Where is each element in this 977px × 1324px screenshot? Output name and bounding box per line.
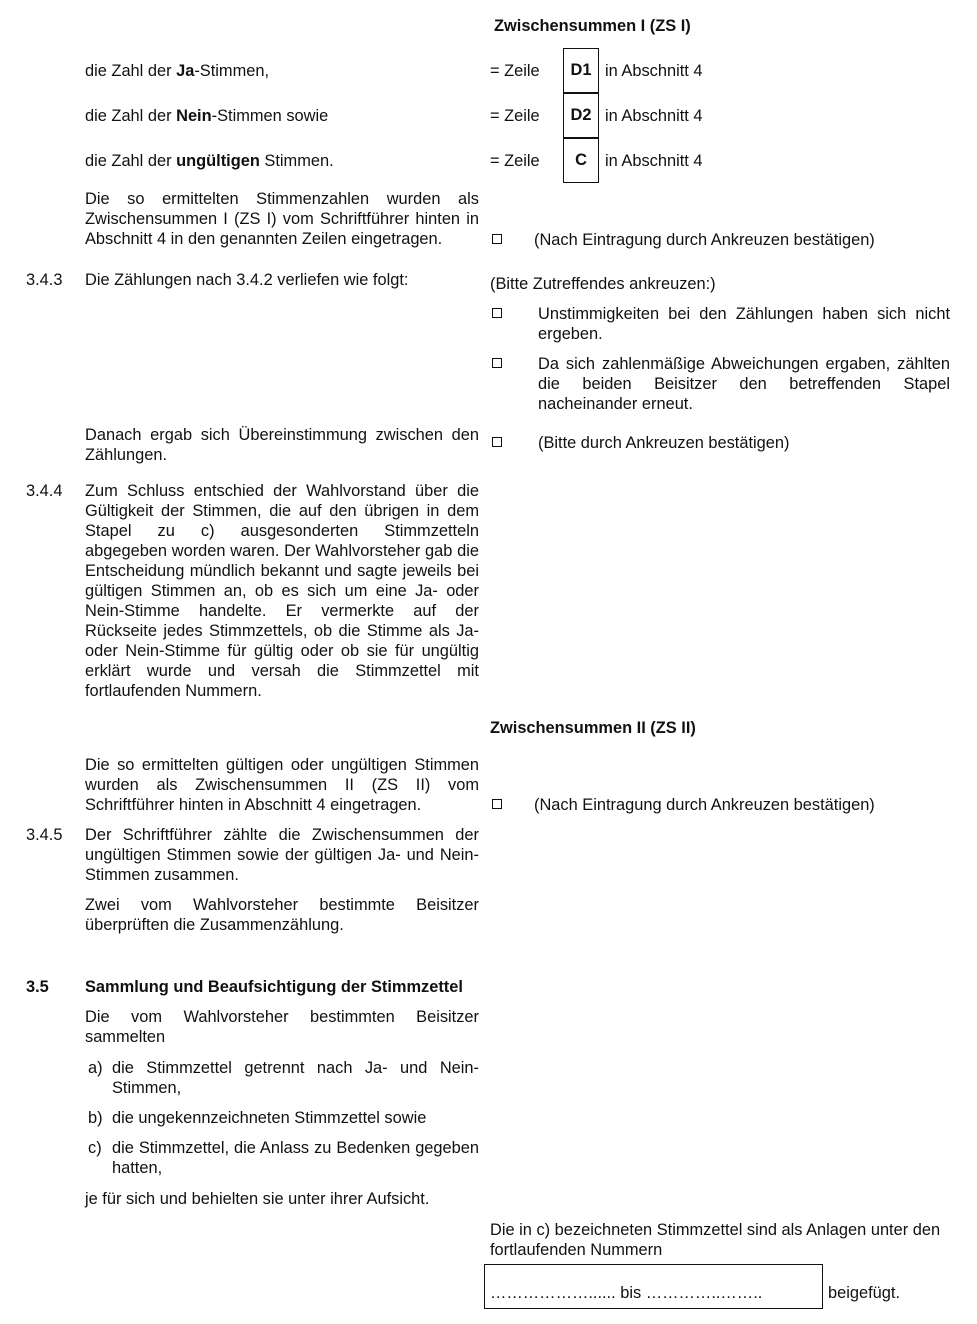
zs2-confirm-label: (Nach Eintragung durch Ankreuzen bestätigen)	[534, 796, 875, 814]
zs1-eq-ungueltig: = Zeile	[490, 152, 540, 170]
zs2-note: Die so ermittelten gültigen oder ungültigen Stimmen wurden als Zwischensummen II (ZS II) vom Schriftführer hinten in Abschnitt 4 eingetragen.	[85, 756, 479, 814]
annex-range-field[interactable]	[490, 1283, 762, 1303]
zs1-row-ja: die Zahl der Ja-Stimmen,	[85, 62, 270, 80]
s343-after-text: Danach ergab sich Übereinstimmung zwischen den Zählungen.	[85, 426, 479, 464]
s35-item-c-text: die Stimmzettel, die Anlass zu Bedenken gegeben hatten,	[112, 1139, 479, 1177]
section-number-3-4-4: 3.4.4	[26, 482, 63, 500]
s35-item-b-label: b)	[88, 1109, 103, 1127]
section-3-4-3-text: Die Zählungen nach 3.4.2 verliefen wie folgt:	[85, 271, 409, 289]
zs1-note: Die so ermittelten Stimmenzahlen wurden als Zwischensummen I (ZS I) vom Schriftführer hinten in Abschnitt 4 in den genannten Zeilen eingetragen.	[85, 190, 479, 248]
s343-after-confirm-label: (Bitte durch Ankreuzen bestätigen)	[538, 434, 790, 452]
zs1-eq-ja: = Zeile	[490, 62, 540, 80]
section-number-3-4-5: 3.4.5	[26, 826, 63, 844]
annex-range-bis: bis	[620, 1284, 642, 1302]
zs1-suffix-nein: in Abschnitt 4	[605, 107, 703, 125]
s35-item-c-label: c)	[88, 1139, 102, 1157]
ref-box-d2: D2	[563, 93, 599, 138]
zs2-confirm-checkbox[interactable]	[492, 799, 502, 809]
ref-box-d1: D1	[563, 48, 599, 93]
annex-suffix: beigefügt.	[828, 1284, 900, 1302]
zs1-suffix-ungueltig: in Abschnitt 4	[605, 152, 703, 170]
s35-item-a-text: die Stimmzettel getrennt nach Ja- und Nein-Stimmen,	[112, 1059, 479, 1097]
s343-after-checkbox[interactable]	[492, 437, 502, 447]
section-3-4-5-text: Der Schriftführer zählte die Zwischensummen der ungültigen Stimmen sowie der gültigen Ja- und Nein-Stimmen zusammen.	[85, 826, 479, 884]
ref-box-c: C	[563, 138, 599, 183]
annex-range-to[interactable]: …………..……..	[645, 1284, 763, 1302]
s35-item-b-text: die ungekennzeichneten Stimmzettel sowie	[112, 1109, 427, 1127]
zs1-eq-nein: = Zeile	[490, 107, 540, 125]
section-number-3-4-3: 3.4.3	[26, 271, 63, 289]
zs1-row-ungueltig: die Zahl der ungültigen Stimmen.	[85, 152, 334, 170]
s35-outro: je für sich und behielten sie unter ihrer Aufsicht.	[85, 1190, 430, 1208]
section-3-4-4-text: Zum Schluss entschied der Wahlvorstand über die Gültigkeit der Stimmen, die auf den übrigen in dem Stapel zu c) ausgesonderten Stimmzetteln abgegeben worden waren. Der Wahlvorsteher gab die Entscheidung mündlich bekannt und sagte jeweils bei gültigen Stimmen an, ob es sich um eine Ja- oder Nein-Stimme handelte. Er vermerkte auf der Rückseite jedes Stimmzettels, ob die Stimme als Ja- oder Nein-Stimme für gültig oder ob sie für ungültig erklärt wurde und versah die Stimmzettel mit fortlaufenden Nummern.	[85, 482, 479, 700]
s343-hint: (Bitte Zutreffendes ankreuzen:)	[490, 275, 716, 293]
section-3-4-5-text2: Zwei vom Wahlvorsteher bestimmte Beisitzer überprüften die Zusammenzählung.	[85, 896, 479, 934]
zs1-confirm-checkbox[interactable]	[492, 234, 502, 244]
zs1-confirm-label: (Nach Eintragung durch Ankreuzen bestätigen)	[534, 231, 875, 249]
zs1-row-nein: die Zahl der Nein-Stimmen sowie	[85, 107, 329, 125]
s35-item-a-label: a)	[88, 1059, 103, 1077]
s35-intro: Die vom Wahlvorsteher bestimmten Beisitzer sammelten	[85, 1008, 479, 1046]
zs1-heading: Zwischensummen I (ZS I)	[494, 17, 691, 35]
section-number-3-5: 3.5	[26, 978, 49, 996]
s343-option-2-label: Da sich zahlenmäßige Abweichungen ergaben, zählten die beiden Beisitzer den betreffenden Stapel nacheinander erneut.	[538, 355, 950, 413]
annex-range-from[interactable]: ………………......	[490, 1284, 616, 1302]
s35-annex-text: Die in c) bezeichneten Stimmzettel sind als Anlagen unter den fortlaufenden Nummern	[490, 1221, 941, 1259]
zs1-suffix-ja: in Abschnitt 4	[605, 62, 703, 80]
section-3-5-title: Sammlung und Beaufsichtigung der Stimmzettel	[85, 978, 463, 996]
s343-option-1-checkbox[interactable]	[492, 308, 502, 318]
zs2-heading: Zwischensummen II (ZS II)	[490, 719, 696, 737]
s343-option-2-checkbox[interactable]	[492, 358, 502, 368]
s343-option-1-label: Unstimmigkeiten bei den Zählungen haben sich nicht ergeben.	[538, 305, 950, 343]
